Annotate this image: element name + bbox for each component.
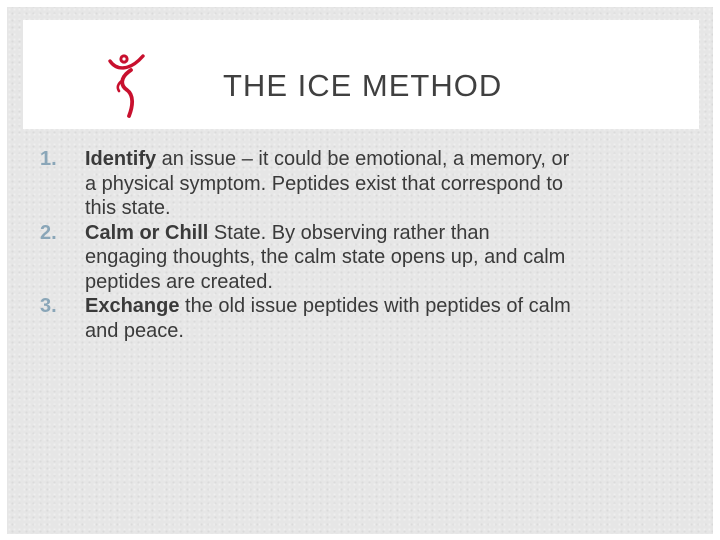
list-line: peptides are created. [85,270,273,293]
list-line: this state. [85,197,171,219]
list-line [85,294,713,319]
slide-title: THE ICE METHOD [223,68,503,103]
list-line [85,221,713,246]
list-item-keyword: Calm or Chill [85,221,209,244]
title-box [23,20,699,129]
list-text: State. By observing rather than [208,221,490,244]
list-item [7,221,713,295]
list-number: 1. [40,148,57,170]
list-item [7,147,713,221]
slide [7,7,713,534]
list-number: 2. [40,221,57,244]
list-item-keyword: Identify [85,148,157,170]
numbered-list [7,147,713,343]
list-line: and peace. [85,319,184,342]
list-number: 3. [40,295,57,317]
list-item [7,294,713,343]
dancer-figure-logo-icon [107,50,151,122]
list-text: an issue – it could be emotional, a memory, or [156,148,570,170]
list-line [85,147,713,172]
list-line: engaging thoughts, the calm state opens up, and calm [85,246,566,268]
list-item-keyword: Exchange [85,295,180,317]
list-line: a physical symptom. Peptides exist that correspond to [85,172,564,195]
list-text: the old issue peptides with peptides of calm [179,295,571,317]
